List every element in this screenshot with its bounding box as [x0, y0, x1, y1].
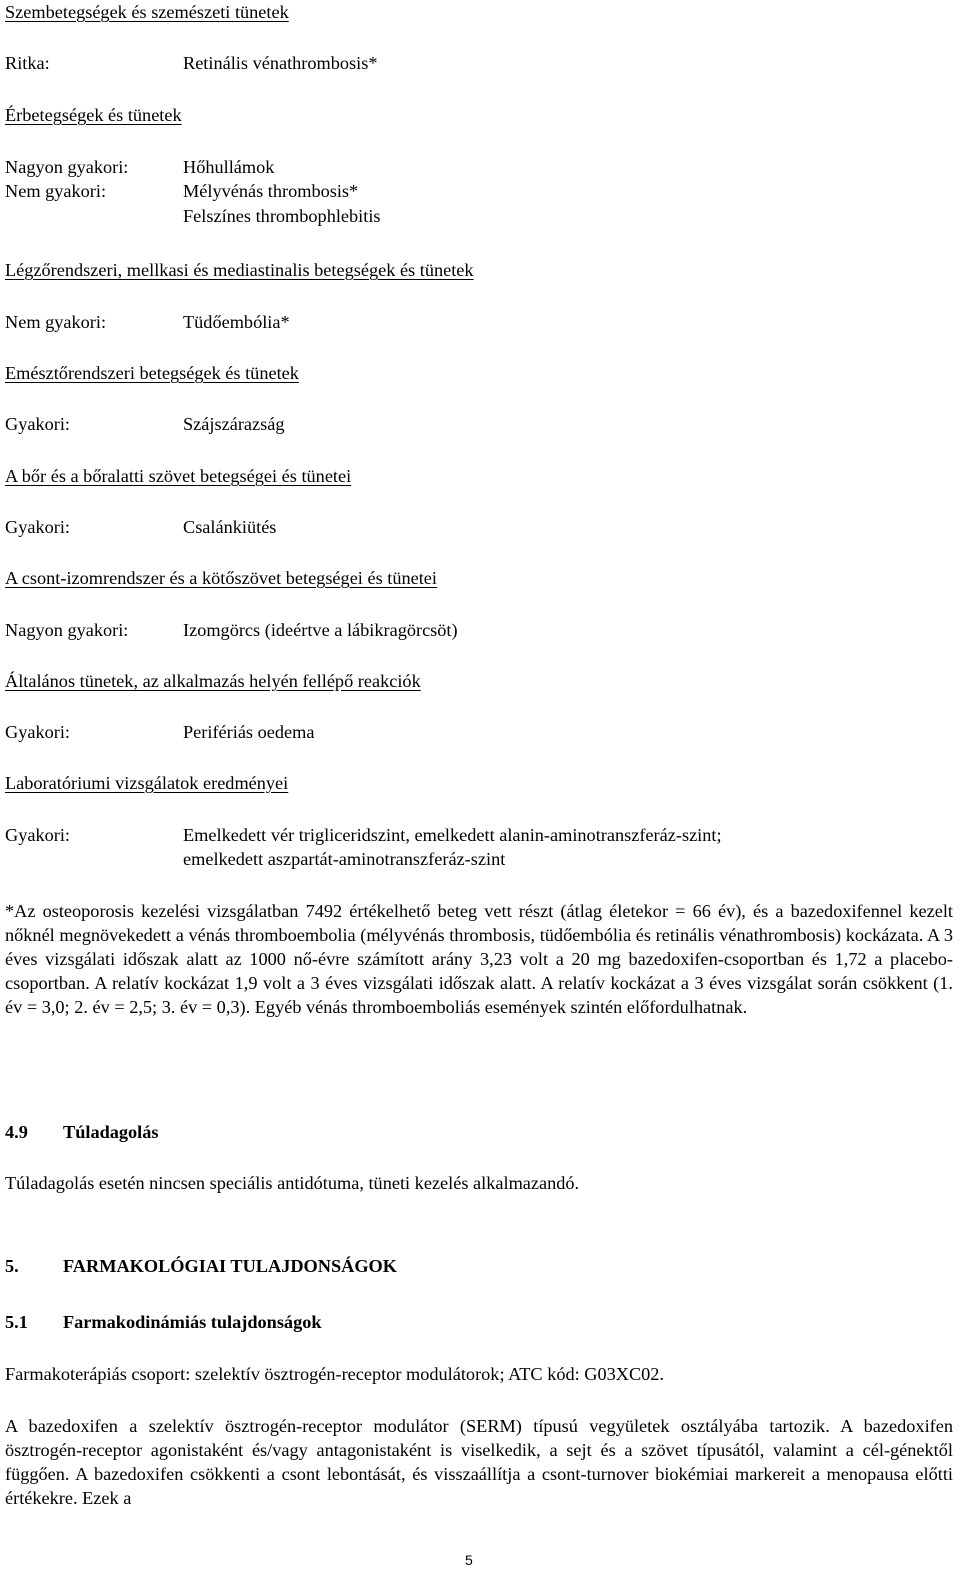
adverse-event: Izomgörcs (ideértve a lábikragörcsöt)	[183, 620, 458, 640]
section-title: Farmakodinámiás tulajdonságok	[63, 1312, 322, 1332]
section-4-9-heading	[5, 1120, 159, 1144]
section-heading-laboratory: Laboratóriumi vizsgálatok eredményei	[5, 773, 289, 793]
adverse-event: Emelkedett vér trigliceridszint, emelkedett alanin-aminotranszferáz-szint;	[183, 825, 722, 845]
adverse-event: Mélyvénás thrombosis*	[183, 181, 359, 201]
section-heading-vascular: Érbetegségek és tünetek	[5, 105, 182, 125]
section-heading-general: Általános tünetek, az alkalmazás helyén fellépő reakciók	[5, 671, 421, 691]
adverse-event: Perifériás oedema	[183, 722, 315, 742]
section-5-heading	[5, 1254, 397, 1278]
frequency-label: Nem gyakori:	[5, 181, 107, 201]
section-5-1-heading	[5, 1310, 322, 1334]
page-number: 5	[465, 1552, 473, 1568]
frequency-label: Gyakori:	[5, 825, 70, 845]
section-heading-gastrointestinal: Emésztőrendszeri betegségek és tünetek	[5, 363, 299, 383]
frequency-label: Nagyon gyakori:	[5, 157, 129, 177]
adverse-event: Tüdőembólia*	[183, 312, 290, 332]
section-number: 4.9	[5, 1122, 28, 1142]
adverse-event: Csalánkiütés	[183, 517, 277, 537]
section-heading-eye: Szembetegségek és szemészeti tünetek	[5, 2, 289, 22]
pharmacodynamics-paragraph: A bazedoxifen a szelektív ösztrogén-receptor modulátor (SERM) típusú vegyületek osztályába tartozik. A bazedoxifen ösztrogén-receptor agonistaként és/vagy antagonistaként is viselkedik, a sejt és a szövet típusától, valamint a cél-génektől függően. A bazedoxifen csökkenti a csont lebontását, és visszaállítja a csont-turnover biokémiai markereit a menopausa előtti értékekre. Ezek a	[5, 1416, 953, 1508]
footnote-paragraph: *Az osteoporosis kezelési vizsgálatban 7492 értékelhető beteg vett részt (átlag életekor = 66 év), és a bazedoxifennel kezelt nőknél megnövekedett a vénás thromboembolia (mélyvénás thrombosis, tüdőembólia és retinális vénathrombosis) kockázata. A 3 éves vizsgálati időszak alatt az 1000 nő-évre számított arány 3,23 volt a 20 mg bazedoxifen-csoportban és 1,72 a placebo-csoportban. A relatív kockázat 1,9 volt a 3 éves vizsgálati időszak alatt. A relatív kockázat a 3 éves vizsgálat során csökkent (1. év = 3,0; 2. év = 2,5; 3. év = 0,3). Egyéb vénás thromboemboliás események szintén előfordulhatnak.	[5, 901, 953, 1017]
adverse-event: Hőhullámok	[183, 157, 275, 177]
section-number: 5.	[5, 1256, 19, 1276]
frequency-label: Ritka:	[5, 53, 50, 73]
frequency-label: Nagyon gyakori:	[5, 620, 129, 640]
section-heading-musculoskeletal: A csont-izomrendszer és a kötőszövet betegségei és tünetei	[5, 568, 438, 588]
frequency-label: Gyakori:	[5, 517, 70, 537]
frequency-label: Nem gyakori:	[5, 312, 107, 332]
section-number: 5.1	[5, 1312, 28, 1332]
section-heading-skin: A bőr és a bőralatti szövet betegségei és tünetei	[5, 466, 352, 486]
section-title: FARMAKOLÓGIAI TULAJDONSÁGOK	[63, 1256, 397, 1276]
adverse-event: Retinális vénathrombosis*	[183, 53, 378, 73]
adverse-event: Felszínes thrombophlebitis	[183, 206, 381, 226]
section-heading-respiratory: Légzőrendszeri, mellkasi és mediastinalis betegségek és tünetek	[5, 260, 474, 280]
frequency-label: Gyakori:	[5, 414, 70, 434]
adverse-event: Szájszárazság	[183, 414, 285, 434]
pharmacotherapeutic-group-paragraph: Farmakoterápiás csoport: szelektív ösztrogén-receptor modulátorok; ATC kód: G03XC02.	[5, 1364, 664, 1384]
overdose-paragraph: Túladagolás esetén nincsen speciális antidótuma, tüneti kezelés alkalmazandó.	[5, 1173, 580, 1193]
section-title: Túladagolás	[63, 1122, 159, 1142]
adverse-event: emelkedett aszpartát-aminotranszferáz-szint	[183, 849, 506, 869]
frequency-label: Gyakori:	[5, 722, 70, 742]
